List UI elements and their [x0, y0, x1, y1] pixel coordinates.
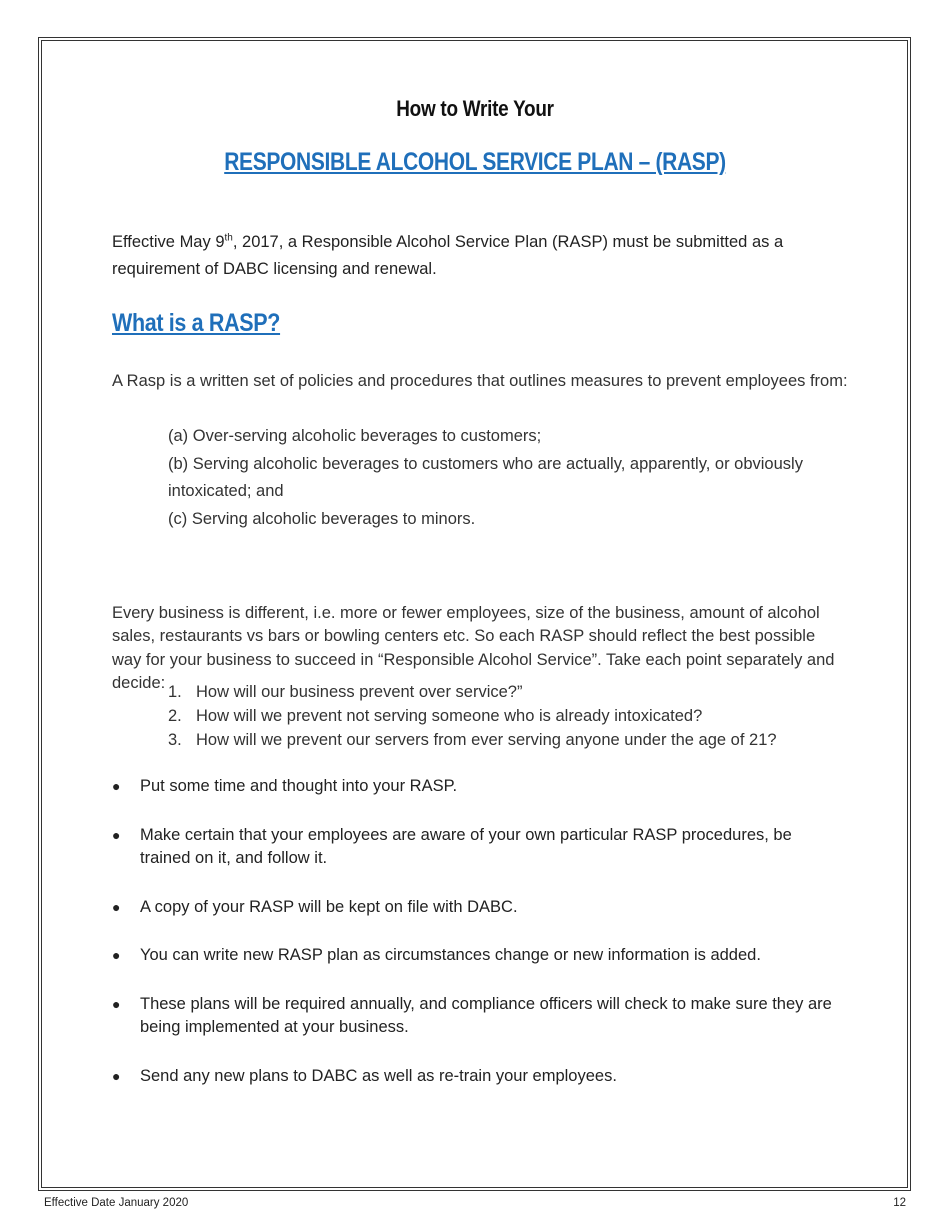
bullet-icon: ●: [112, 995, 121, 1012]
item-number: 3.: [168, 731, 182, 749]
bullet-text: A copy of your RASP will be kept on file with DABC.: [140, 897, 518, 916]
numbered-item: [168, 680, 808, 704]
bullet-text: Put some time and thought into your RASP.: [140, 777, 458, 795]
bullet-item: [112, 824, 842, 871]
bullet-icon: ●: [112, 826, 121, 843]
bullet-text: These plans will be required annually, and compliance officers will check to make sure they are being implemented at your business.: [140, 994, 832, 1036]
bullet-text: Send any new plans to DABC as well as re-train your employees.: [140, 1066, 617, 1085]
definition-paragraph: A Rasp is a written set of policies and procedures that outlines measures to prevent employees from:: [112, 372, 848, 390]
numbered-item: [168, 704, 808, 728]
lettered-item-a: (a) Over-serving alcoholic beverages to customers;: [168, 427, 542, 445]
bullet-icon: ●: [112, 947, 121, 963]
every-business-paragraph: Every business is different, i.e. more or fewer employees, size of the business, amount of alcohol sales, restaurants vs bars or bowling centers etc. So each RASP should reflect the best possible way for your business to succeed in “Responsible Alcohol Service”. Take each point separately and decide:: [112, 603, 835, 692]
bullet-icon: ●: [112, 898, 121, 915]
footer-effective-date: Effective Date January 2020: [44, 1197, 189, 1209]
lettered-item-b: (b) Serving alcoholic beverages to customers who are actually, apparently, or obviously intoxicated; and: [168, 454, 803, 500]
page-kicker: How to Write Your: [396, 96, 554, 121]
item-number: 1.: [168, 683, 182, 701]
bullet-text: You can write new RASP plan as circumstances change or new information is added.: [140, 946, 761, 964]
item-text: How will we prevent not serving someone who is already intoxicated?: [196, 707, 703, 725]
footer-page-number: 12: [893, 1197, 906, 1209]
intro-paragraph: [112, 229, 832, 283]
bullet-list: [112, 775, 842, 1113]
intro-text-start: Effective May 9: [112, 233, 225, 251]
page-title: RESPONSIBLE ALCOHOL SERVICE PLAN – (RASP): [224, 148, 726, 176]
bullet-item: [112, 944, 842, 968]
bullet-item: [112, 775, 842, 799]
lettered-list: [168, 423, 808, 533]
item-number: 2.: [168, 707, 182, 725]
intro-text-end: , 2017, a Responsible Alcohol Service Plan (RASP) must be submitted as a requirement of DABC licensing and renewal.: [112, 233, 784, 278]
bullet-icon: ●: [112, 778, 121, 794]
bullet-item: [112, 1065, 842, 1089]
numbered-item: [168, 728, 808, 752]
bullet-icon: ●: [112, 1067, 121, 1084]
lettered-item-c: (c) Serving alcoholic beverages to minors.: [168, 509, 476, 528]
numbered-list: [168, 680, 808, 752]
item-text: How will our business prevent over service?”: [196, 683, 523, 701]
bullet-item: [112, 896, 842, 920]
bullet-item: [112, 993, 842, 1040]
item-text: How will we prevent our servers from ever serving anyone under the age of 21?: [196, 731, 777, 749]
section-heading: What is a RASP?: [112, 309, 281, 337]
intro-superscript: th: [224, 232, 233, 244]
bullet-text: Make certain that your employees are aware of your own particular RASP procedures, be trained on it, and follow it.: [140, 825, 792, 867]
